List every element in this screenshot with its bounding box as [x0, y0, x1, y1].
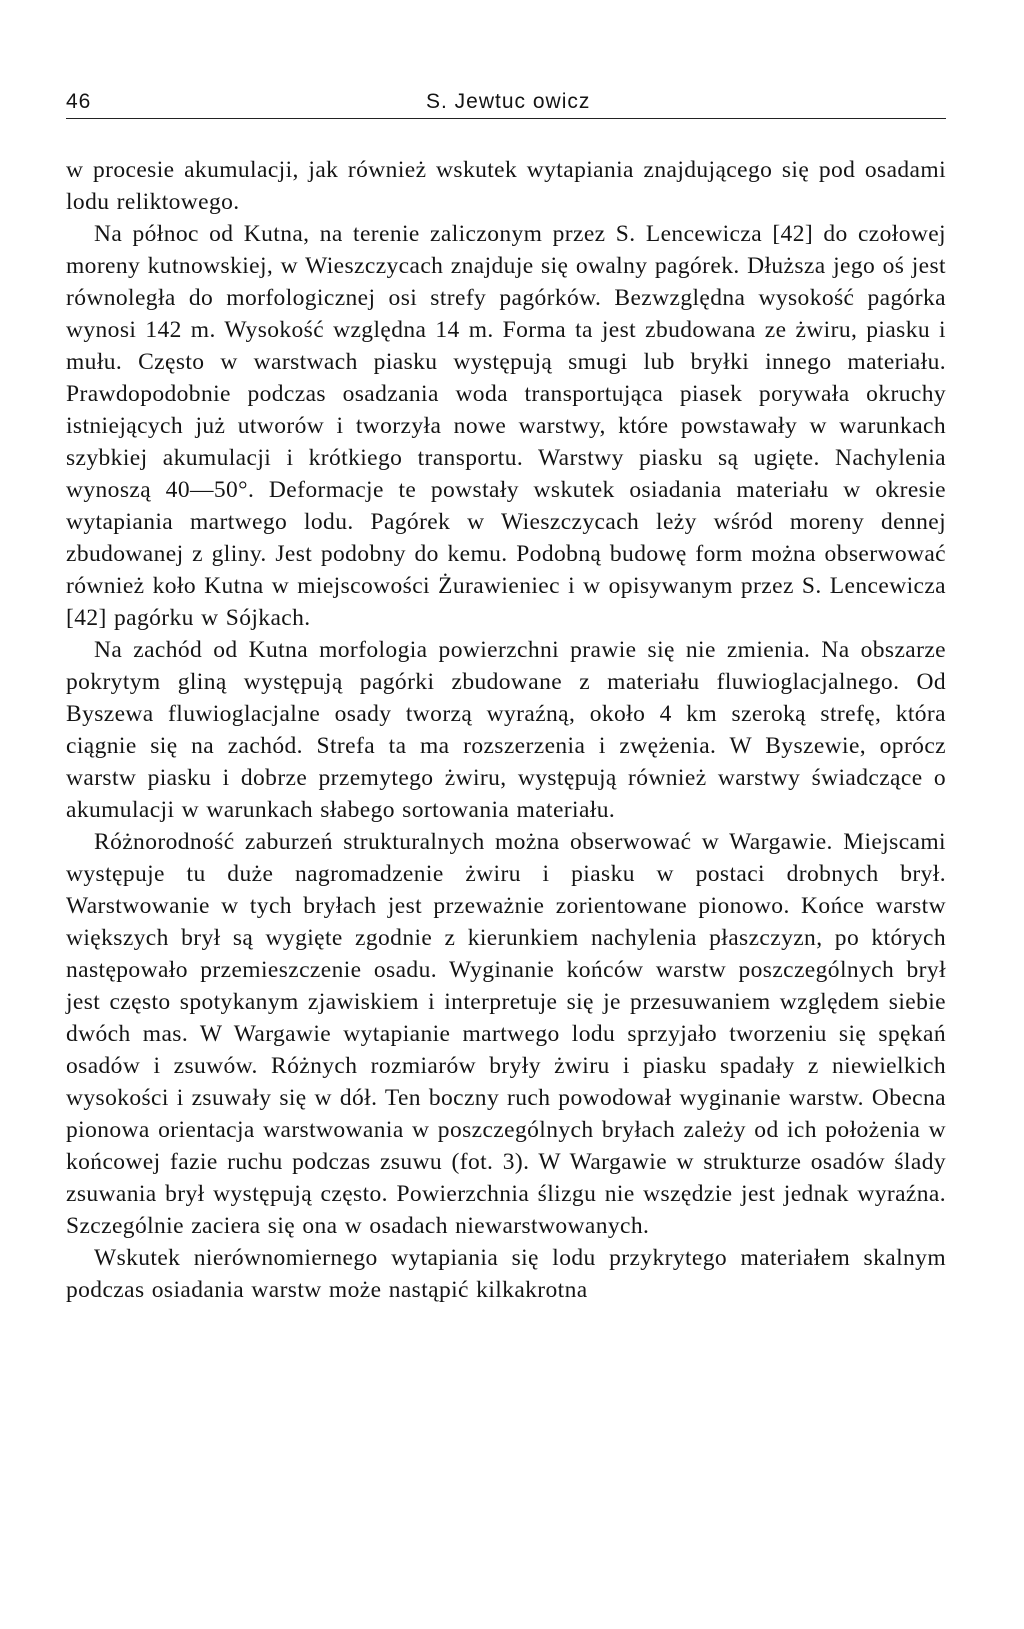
running-head-author: S. Jewtuc owicz: [426, 90, 591, 113]
paragraph-west-of-kutno: Na zachód od Kutna morfologia powierzchni prawie się nie zmienia. Na obszarze pokrytym gliną występują pagórki zbudowane z materiału fluwioglacjalnego. Od Byszewa fluwioglacjalne osady tworzą wyraźną, około 4 km szeroką strefę, która ciągnie się na zachód. Strefa ta ma rozszerzenia i zwężenia. W Byszewie, oprócz warstw piasku i dobrze przemytego żwiru, występują również warstwy świadczące o akumulacji w warunkach słabego sortowania materiału.: [66, 637, 946, 823]
paragraph-uneven-melting: Wskutek nierównomiernego wytapiania się lodu przykrytego materiałem skalnym podczas osiadania warstw może nastąpić kilkakrotna: [66, 1245, 946, 1303]
page-number: 46: [66, 90, 92, 113]
paragraph-wieszczyce: Na północ od Kutna, na terenie zaliczonym przez S. Lencewicza [42] do czołowej moreny kutnowskiej, w Wieszczycach znajduje się owalny pagórek. Dłuższa jego oś jest równoległa do morfologicznej osi strefy pagórków. Bezwzględna wysokość pagórka wynosi 142 m. Wysokość względna 14 m. Forma ta jest zbudowana ze żwiru, piasku i mułu. Często w warstwach piasku występują smugi lub bryłki innego materiału. Prawdopodobnie podczas osadzania woda transportująca piasek porywała okruchy istniejących już utworów i tworzyła nowe warstwy, które powstawały w warunkach szybkiej akumulacji i krótkiego transportu. Warstwy piasku są ugięte. Nachylenia wynoszą 40—50°. Deformacje te powstały wskutek osiadania materiału w okresie wytapiania martwego lodu. Pagórek w Wieszczycach leży wśród moreny dennej zbudowanej z gliny. Jest podobny do kemu. Podobną budowę form można obserwować również koło Kutna w miejscowości Żurawieniec i w opisywanym przez S. Lencewicza [42] pagórku w Sójkach.: [66, 221, 946, 631]
page-header: [66, 86, 946, 119]
body-text: [66, 154, 946, 1306]
paragraph-wargawa: Różnorodność zaburzeń strukturalnych można obserwować w Wargawie. Miejscami występuje tu duże nagromadzenie żwiru i piasku w postaci drobnych brył. Warstwowanie w tych bryłach jest przeważnie zorientowane pionowo. Końce warstw większych brył są wygięte zgodnie z kierunkiem nachylenia płaszczyzn, po których następowało przemieszczenie osadu. Wyginanie końców warstw poszczególnych brył jest często spotykanym zjawiskiem i interpretuje się je przesuwaniem względem siebie dwóch mas. W Wargawie wytapianie martwego lodu sprzyjało tworzeniu się spękań osadów i zsuwów. Różnych rozmiarów bryły żwiru i piasku spadały z niewielkich wysokości i zsuwały się w dół. Ten boczny ruch powodował wyginanie warstw. Obecna pionowa orientacja warstwowania w poszczególnych bryłach zależy od ich położenia w końcowej fazie ruchu podczas zsuwu (fot. 3). W Wargawie w strukturze osadów ślady zsuwania brył występują często. Powierzchnia ślizgu nie wszędzie jest jednak wyraźna. Szczególnie zaciera się ona w osadach niewarstwowanych.: [66, 829, 946, 1239]
document-page: [66, 86, 946, 1306]
paragraph-continuation: w procesie akumulacji, jak również wskutek wytapiania znajdującego się pod osadami lodu reliktowego.: [66, 157, 946, 215]
